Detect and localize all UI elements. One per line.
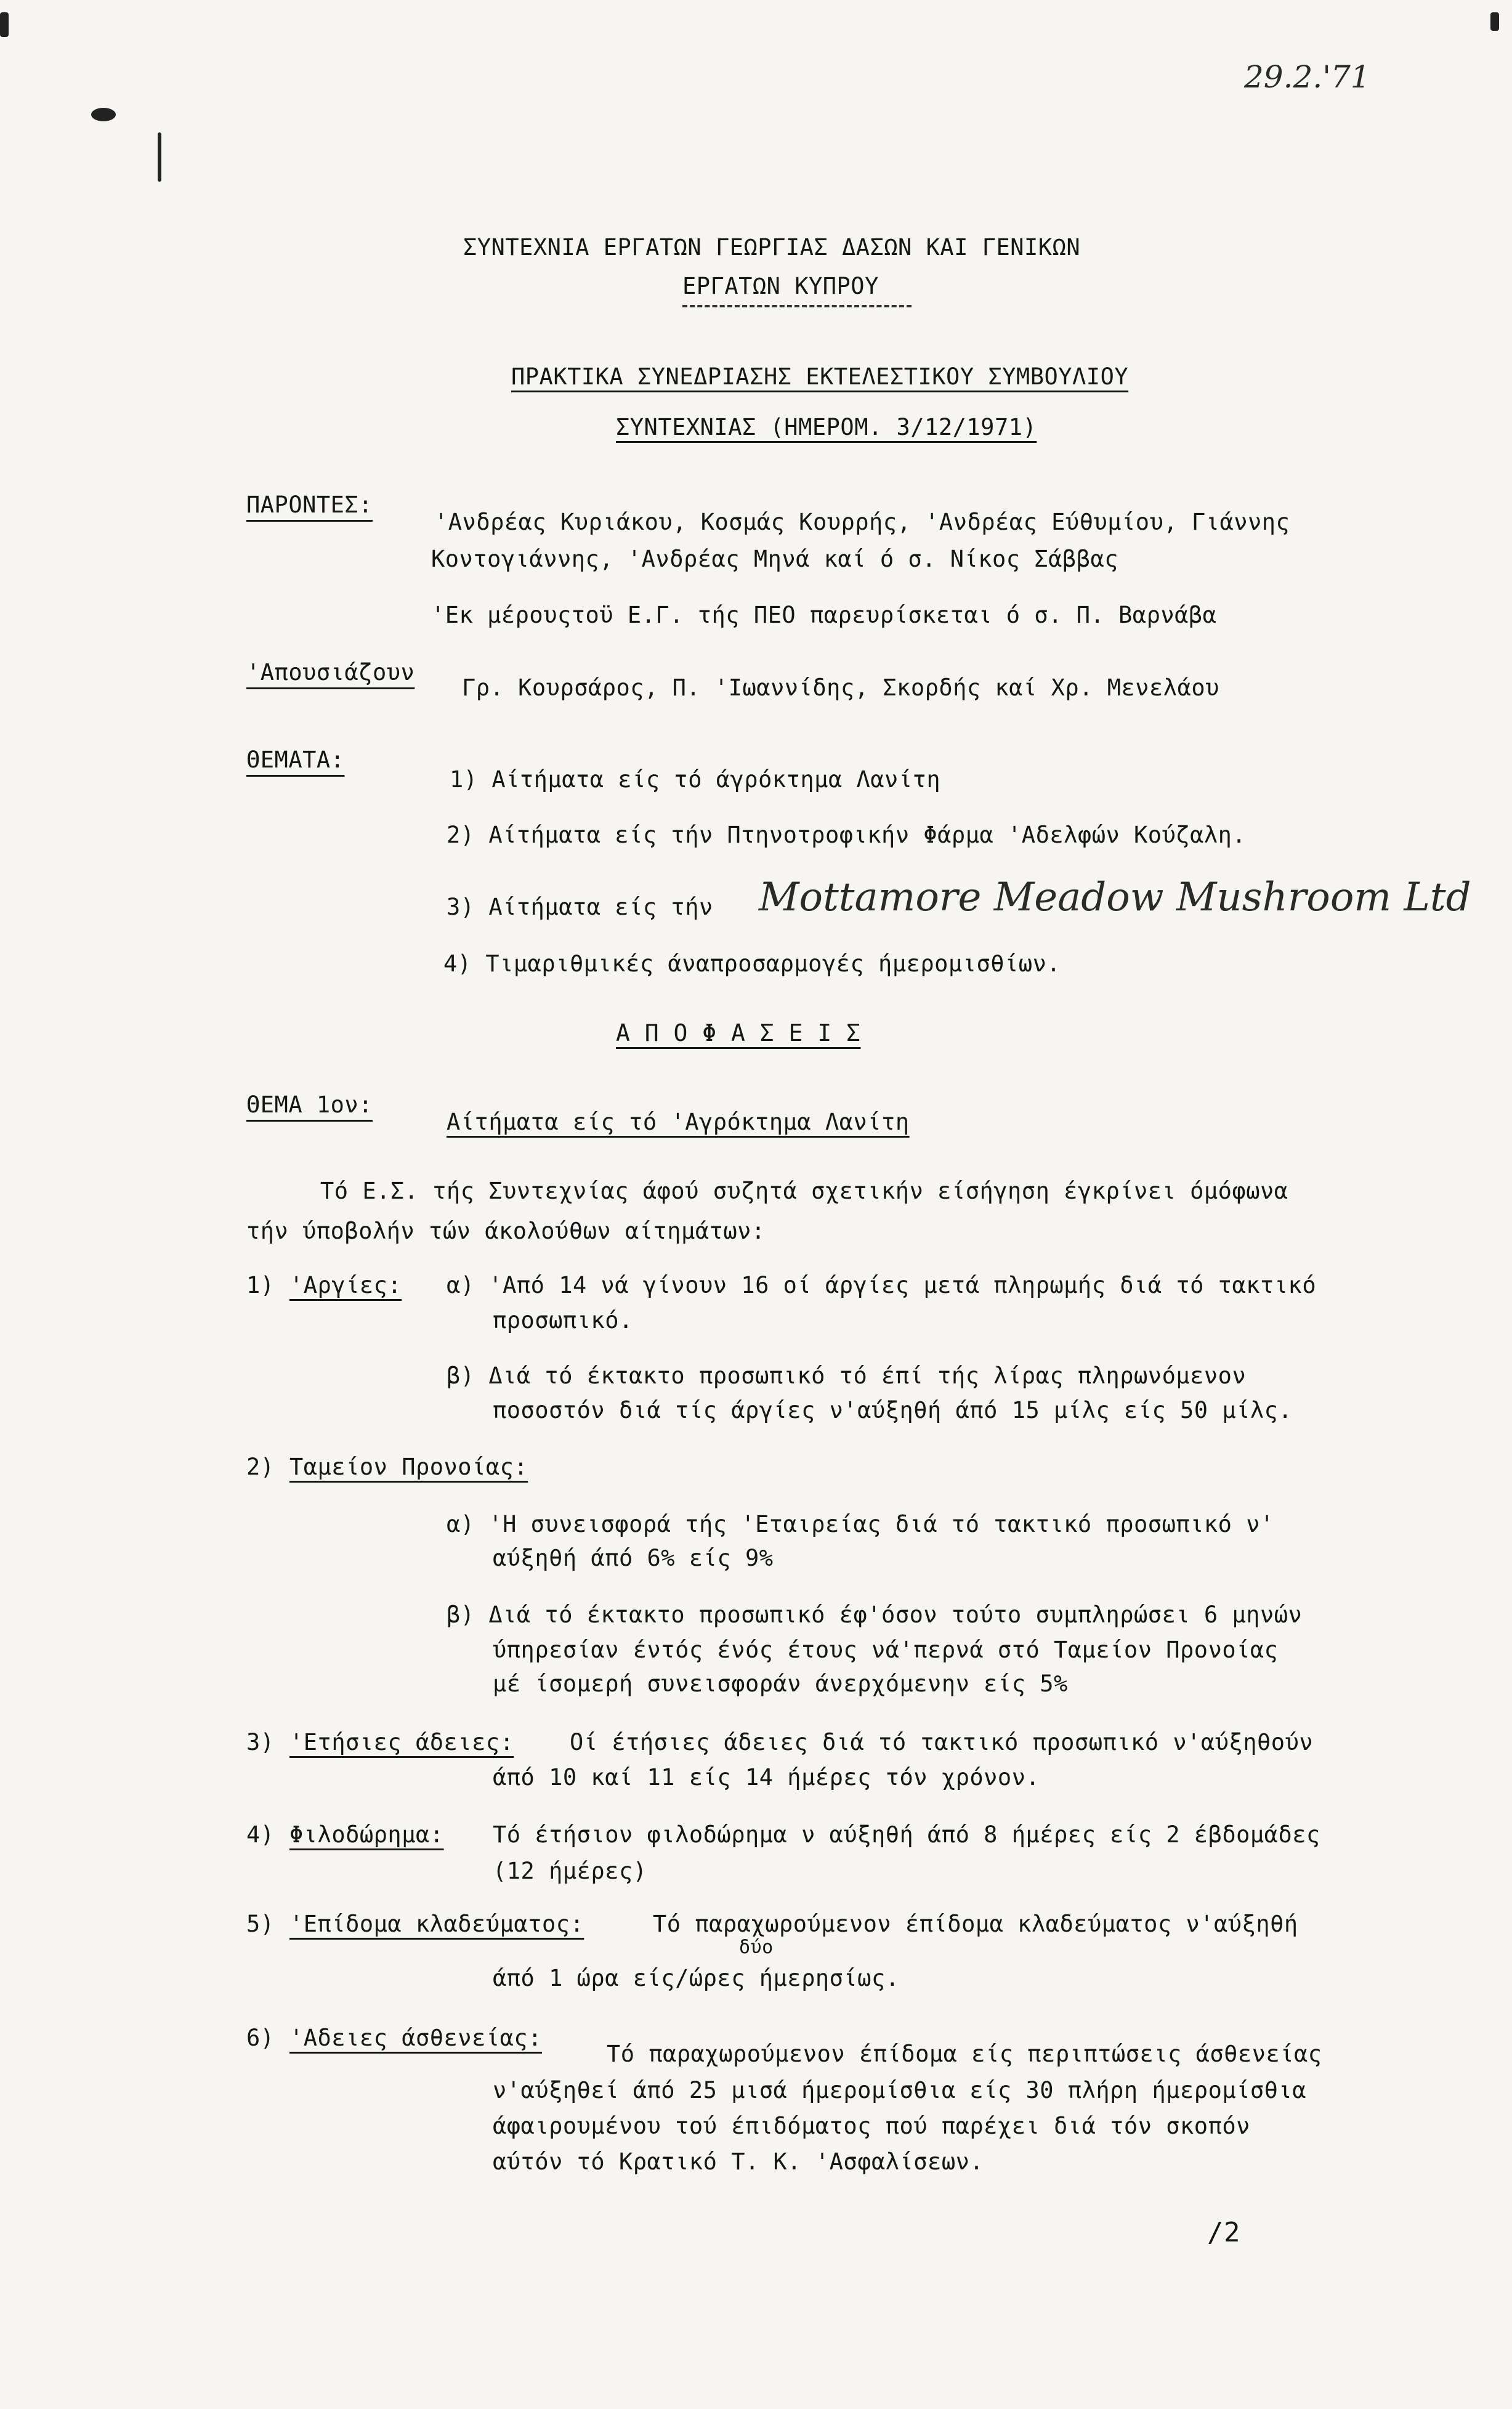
item5-line1: Τό παραχωρούμενον έπίδομα κλαδεύματος ν'αύξηθή (653, 1911, 1298, 1937)
item2-a-line2: αύξηθή άπό 6% είς 9% (493, 1545, 774, 1571)
item1-b-line2: ποσοστόν διά τίς άργίες ν'αύξηθή άπό 15 μίλς είς 50 μίλς. (493, 1397, 1293, 1423)
scan-mark (158, 132, 161, 182)
item4-line2: (12 ήμέρες) (493, 1858, 647, 1884)
item5-number: 5) (246, 1911, 275, 1937)
item4-number: 4) (246, 1821, 275, 1848)
item2-b-line2: ύπηρεσίαν έντός ένός έτους νά'περνά στό Ταμείον Προνοίας (493, 1637, 1279, 1663)
scan-mark (91, 108, 116, 121)
topic-item-4: 4) Τιμαριθμικές άναπροσαρμογές ήμερομισθίων. (443, 950, 1061, 977)
item6-line2: ν'αύξηθεί άπό 25 μισά ήμερομίσθια είς 30 πλήρη ήμερομίσθια (493, 2077, 1307, 2103)
present-label: ΠΑΡΟΝΤΕΣ: (246, 492, 373, 518)
item3-number: 3) (246, 1729, 275, 1755)
item3-line1: Οί έτήσιες άδειες διά τό τακτικό προσωπικό ν'αύξηθούν (570, 1729, 1314, 1755)
item1-number: 1) (246, 1272, 275, 1298)
minutes-title: ΠΡΑΚΤΙΚΑ ΣΥΝΕΔΡΙΑΣΗΣ ΕΚΤΕΛΕΣΤΙΚΟΥ ΣΥΜΒΟΥΛΙΟΥ (511, 363, 1129, 390)
item6-label: 'Αδειες άσθενείας: (289, 2025, 542, 2051)
title-dashed-underline (682, 305, 912, 307)
item2-label: Ταμείον Προνοίας: (289, 1454, 528, 1480)
page-continuation-marker: /2 (1207, 2217, 1240, 2248)
item2-b-line1: β) Διά τό έκτακτο προσωπικό έφ'όσον τούτο συμπληρώσει 6 μηνών (447, 1601, 1303, 1628)
item2-a-line1: α) 'Η συνεισφορά τής 'Εταιρείας διά τό τακτικό προσωπικό ν' (447, 1511, 1274, 1537)
item5-insertion: δύο (739, 1937, 774, 1958)
present-line2: Κοντογιάννης, 'Ανδρέας Μηνά καί ό σ. Νίκος Σάββας (431, 546, 1119, 572)
item1-a-line1: α) 'Από 14 νά γίνουν 16 οί άργίες μετά πληρωμής διά τό τακτικό (447, 1272, 1317, 1298)
item2-number: 2) (246, 1454, 275, 1480)
scan-mark (1490, 12, 1499, 31)
handwritten-date-annotation: 29.2.'71 (1244, 59, 1370, 95)
topic-item-2: 2) Αίτήματα είς τήν Πτηνοτροφικήν Φάρμα 'Αδελφών Κούζαλη. (447, 822, 1247, 848)
item6-line1: Τό παραχωρούμενον έπίδομα είς περιπτώσεις άσθενείας (607, 2041, 1322, 2067)
item5-line2: άπό 1 ώρα είς/ώρες ήμερησίως. (493, 1965, 900, 1991)
union-name-line1: ΣΥΝΤΕΧΝΙΑ ΕΡΓΑΤΩΝ ΓΕΩΡΓΙΑΣ ΔΑΣΩΝ ΚΑΙ ΓΕΝΙΚΩΝ (463, 234, 1081, 261)
topic1-label: ΘΕΜΑ 1ον: (246, 1091, 373, 1118)
item1-b-line1: β) Διά τό έκτακτο προσωπικό τό έπί τής λίρας πληρωνόμενον (447, 1362, 1247, 1389)
topic-item-3-handwritten-company: Mottamore Meadow Mushroom Ltd (759, 875, 1471, 920)
topic1-intro-line2: τήν ύποβολήν τών άκολούθων αίτημάτων: (246, 1218, 766, 1244)
item2-b-line3: μέ ίσομερή συνεισφοράν άνερχόμενην είς 5% (493, 1670, 1068, 1697)
absent-label: 'Απουσιάζουν (246, 659, 415, 686)
item6-number: 6) (246, 2025, 275, 2051)
topics-label: ΘΕΜΑΤΑ: (246, 747, 345, 773)
item5-label: 'Επίδομα κλαδεύματος: (289, 1911, 584, 1937)
topic1-intro-line1: Τό Ε.Σ. τής Συντεχνίας άφού συζητά σχετικήν είσήγηση έγκρίνει όμόφωνα (320, 1178, 1288, 1204)
item1-label: 'Αργίες: (289, 1272, 402, 1298)
union-name-line2: ΕΡΓΑΤΩΝ ΚΥΠΡΟΥ (682, 273, 879, 299)
item1-a-line2: προσωπικό. (493, 1307, 633, 1334)
scan-mark (0, 12, 9, 37)
topic1-title: Αίτήματα είς τό 'Αγρόκτημα Λανίτη (447, 1109, 910, 1135)
item6-line4: αύτόν τό Κρατικό Τ. Κ. 'Ασφαλίσεων. (493, 2148, 984, 2175)
present-line1: 'Ανδρέας Κυριάκου, Κοσμάς Κουρρής, 'Ανδρέας Εύθυμίου, Γιάννης (434, 509, 1290, 535)
topic-item-3: 3) Αίτήματα είς τήν (447, 894, 713, 920)
absent-names: Γρ. Κουρσάρος, Π. 'Ιωαννίδης, Σκορδής καί Χρ. Μενελάου (462, 674, 1219, 701)
item6-line3: άφαιρουμένου τού έπιδόματος πού παρέχει διά τόν σκοπόν (493, 2113, 1250, 2139)
decisions-heading: Α Π Ο Φ Α Σ Ε Ι Σ (616, 1019, 861, 1047)
present-line3: 'Εκ μέρουςτοϋ Ε.Γ. τής ΠΕΟ παρευρίσκεται ό σ. Π. Βαρνάβα (431, 602, 1217, 628)
item3-label: 'Ετήσιες άδειες: (289, 1729, 514, 1755)
item4-line1: Τό έτήσιον φιλοδώρημα ν αύξηθή άπό 8 ήμέρες είς 2 έβδομάδες (493, 1821, 1320, 1848)
item3-line2: άπό 10 καί 11 είς 14 ήμέρες τόν χρόνον. (493, 1764, 1040, 1791)
minutes-date: ΣΥΝΤΕΧΝΙΑΣ (ΗΜΕΡΟΜ. 3/12/1971) (616, 414, 1037, 440)
topic-item-1: 1) Αίτήματα είς τό άγρόκτημα Λανίτη (450, 766, 941, 793)
item4-label: Φιλοδώρημα: (289, 1821, 444, 1848)
